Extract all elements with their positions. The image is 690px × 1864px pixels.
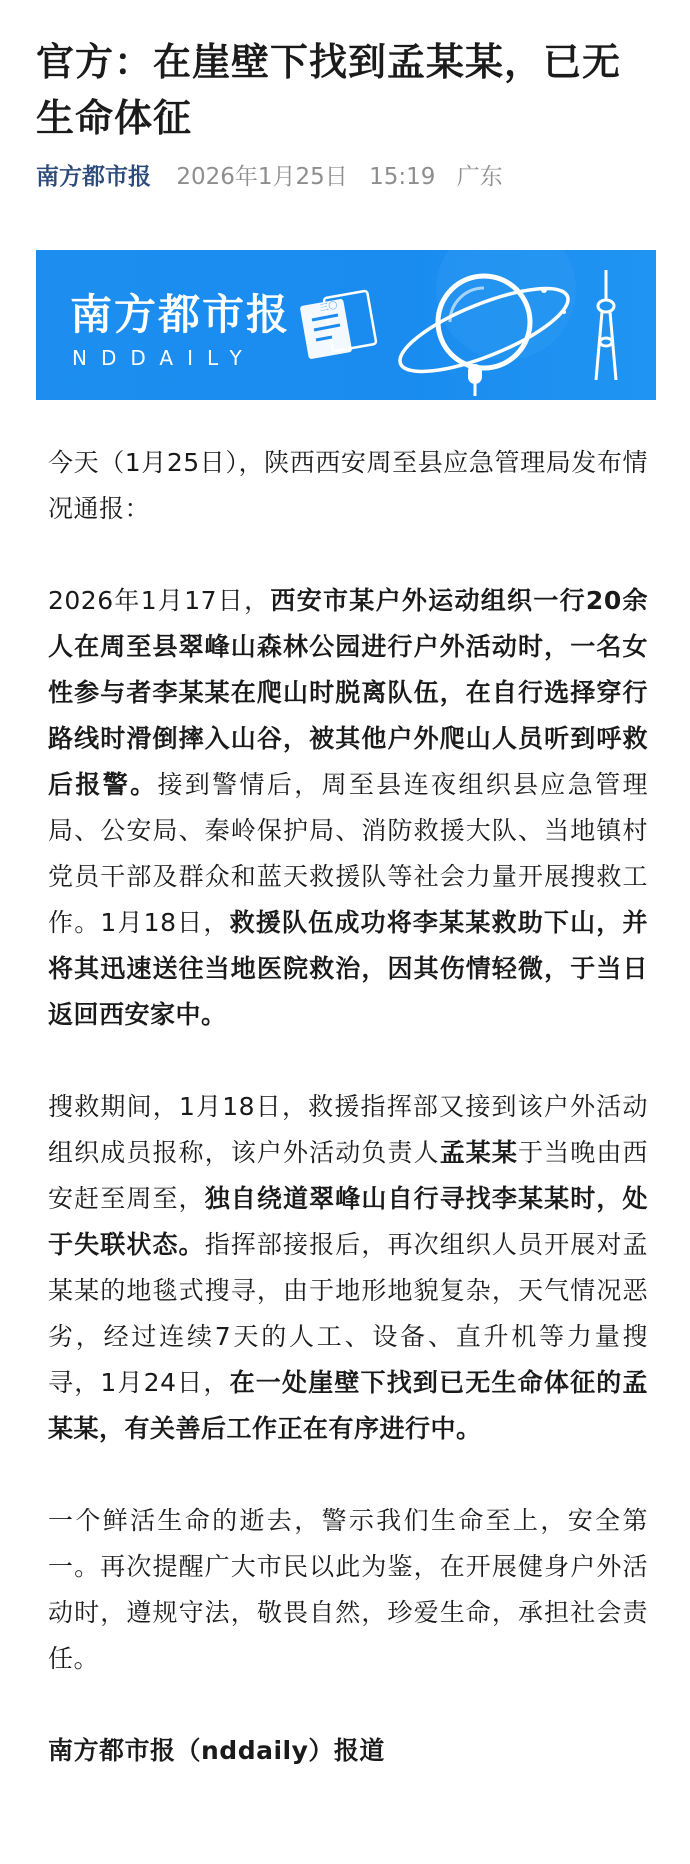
paragraph-search xyxy=(48,1084,648,1452)
paragraph-rescue-text: 接到警情后，周至县连夜组织县应急管理局、公安局、秦岭保护局、消防救援大队、当地镇村党员干部及群众和蓝天救援队等社会力量开展搜救工作。1月18日， xyxy=(48,770,648,937)
publish-time: 15:19 xyxy=(369,164,436,190)
paragraph-rescue xyxy=(48,578,648,1038)
banner-logo-chinese: 南方都市报 xyxy=(70,290,291,339)
tower-icon xyxy=(596,270,616,380)
paragraph-rescue-date: 2026年1月17日， xyxy=(48,586,271,615)
newspaper-icon xyxy=(300,291,377,360)
paragraph-warning: 一个鲜活生命的逝去，警示我们生命至上，安全第一。再次提醒广大市民以此为鉴，在开展健身户外活动时，遵规守法，敬畏自然，珍爱生命，承担社会责任。 xyxy=(48,1506,648,1673)
source-link[interactable]: 南方都市报 xyxy=(36,164,151,190)
article-meta xyxy=(36,160,517,194)
article-credit: 南方都市报（nddaily）报道 xyxy=(48,1736,385,1765)
paragraph-search-emphasis-1: 独自绕道翠峰山自行寻找李某某时，处于失联状态。 xyxy=(48,1184,648,1259)
publish-date: 2026年1月25日 xyxy=(176,164,348,190)
publish-region: 广东 xyxy=(456,164,503,190)
paragraph-search-name: 孟某某 xyxy=(439,1138,519,1167)
banner-logo-english: NDDAILY xyxy=(72,346,256,370)
paragraph-rescue-emphasis-1: 西安市某户外运动组织一行20余人在周至县翠峰山森林公园进行户外活动时，一名女性参与者李某某在爬山时脱离队伍，在自行选择穿行路线时滑倒摔入山谷，被其他户外爬山人员听到呼救后报警。 xyxy=(48,586,649,799)
paragraph-rescue-emphasis-2: 救援队伍成功将李某某救助下山，并将其迅速送往当地医院救治，因其伤情轻微，于当日返回西安家中。 xyxy=(48,908,648,1029)
decor-circle-icon xyxy=(436,250,576,360)
newspaper-icon-text: 三〇 xyxy=(318,301,339,314)
nddaily-banner xyxy=(36,250,656,400)
paragraph-search-emphasis-2: 在一处崖壁下找到已无生命体征的孟某某，有关善后工作正在有序进行中。 xyxy=(48,1368,648,1443)
paragraph-search-text-2: 于当晚由西安赶至周至， xyxy=(48,1138,648,1213)
paragraph-intro: 今天（1月25日），陕西西安周至县应急管理局发布情况通报： xyxy=(48,448,648,523)
paragraph-search-text-3: 指挥部接报后，再次组织人员开展对孟某某的地毯式搜寻，由于地形地貌复杂，天气情况恶劣，经过连续7天的人工、设备、直升机等力量搜寻，1月24日， xyxy=(48,1230,648,1397)
article-title: 官方：在崖壁下找到孟某某，已无生命体征 xyxy=(36,40,622,140)
microphone-icon xyxy=(468,364,482,396)
paragraph-search-text-1: 搜救期间，1月18日，救援指挥部又接到该户外活动组织成员报称，该户外活动负责人 xyxy=(48,1092,648,1167)
article-body xyxy=(48,440,648,1820)
